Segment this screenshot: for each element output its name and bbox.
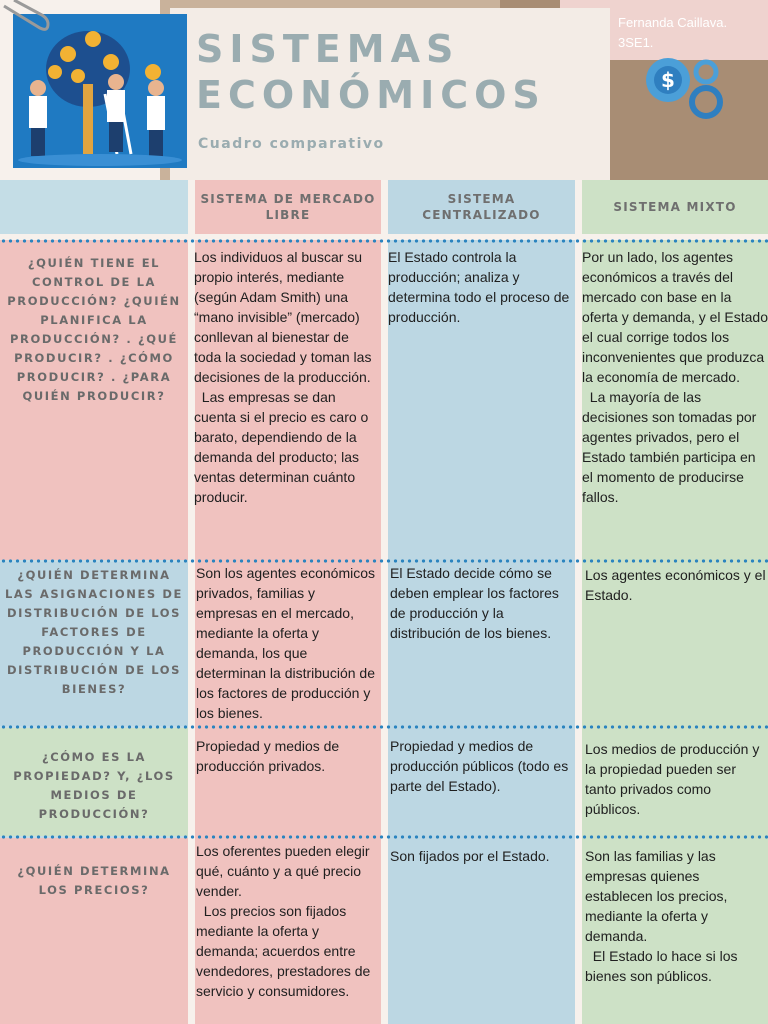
question-prices: ¿QUIÉN DETERMINA LOS PRECIOS? [17, 864, 171, 897]
gears-dollar-icon [638, 54, 728, 124]
cell-central-control: El Estado controla la producción; analiza y determina todo el proceso de producción. [388, 249, 570, 325]
svg-text:$: $ [661, 68, 675, 92]
header-mixed: SISTEMA MIXTO [613, 200, 737, 214]
row-divider [0, 725, 768, 729]
cell-mixed-prices: Son las familias y las empresas quienes establecen los precios, mediante la oferta y demanda. El Estado lo hace si los bienes son públicos. [585, 848, 738, 984]
row-divider [0, 835, 768, 839]
question-distribution: ¿QUIÉN DETERMINA LAS ASIGNACIONES DE DISTRIBUCIÓN DE LOS FACTORES DE PRODUCCIÓN Y LA DISTRIBUCIÓN DE LOS BIENES? [4, 568, 183, 696]
question-property: ¿CÓMO ES LA PROPIEDAD? Y, ¿LOS MEDIOS DE PRODUCCIÓN? [13, 750, 175, 821]
cell-market-distribution: Son los agentes económicos privados, familias y empresas en el mercado, mediante la oferta y demanda, los que determinan la distribución de los factores de producción y los bienes. [196, 565, 375, 721]
cell-central-prices: Son fijados por el Estado. [390, 848, 550, 864]
cell-central-distribution: El Estado decide cómo se deben emplear los factores de producción y la distribución de los bienes. [390, 565, 559, 641]
row-divider [0, 239, 768, 243]
page-title: SISTEMAS ECONÓMICOS [196, 27, 546, 117]
header-central: SISTEMA CENTRALIZADO [422, 192, 541, 222]
cell-market-property: Propiedad y medios de producción privados. [196, 738, 340, 774]
cell-market-prices: Los oferentes pueden elegir qué, cuánto y a qué precio vender. Los precios son fijados mediante la oferta y demanda; acuerdos entre vendedores, prestadores de servicio y consumidores. [196, 843, 371, 999]
cell-central-property: Propiedad y medios de producción públicos (todo es parte del Estado). [390, 738, 569, 794]
question-control-production: ¿QUIÉN TIENE EL CONTROL DE LA PRODUCCIÓN? ¿QUIÉN PLANIFICA LA PRODUCCIÓN? . ¿QUÉ PRODUCIR? . ¿CÓMO PRODUCIR? . ¿PARA QUIÉN PRODUCIR? [7, 256, 181, 403]
row-divider [0, 559, 768, 563]
cell-market-control: Los individuos al buscar su propio interés, mediante (según Adam Smith) una “mano invisible” (mercado) conllevan al bienestar de toda la sociedad y toman las decisiones de la producción. Las empresas se dan cuenta si el precio es caro o barato, dependiendo de la demanda del producto; las ventas determinan cuánto producir. [194, 249, 372, 505]
money-tree-illustration [13, 14, 187, 168]
author-info: Fernanda Caillava. 3SE1. [618, 15, 728, 50]
paperclip-icon [0, 0, 52, 34]
cell-mixed-distribution: Los agentes económicos y el Estado. [585, 567, 766, 603]
header-market: SISTEMA DE MERCADO LIBRE [200, 192, 376, 222]
cell-mixed-control: Por un lado, los agentes económicos a través del mercado con base en la oferta y demanda, y el Estado el cual corrige todos los inconvenientes que produzca la economía de mercado. La mayoría de las decisiones son tomadas por agentes privados, pero el Estado también participa en el momento de producirse fallos. [582, 249, 768, 505]
page-subtitle: Cuadro comparativo [198, 136, 385, 152]
cell-mixed-property: Los medios de producción y la propiedad pueden ser tanto privados como públicos. [585, 741, 760, 817]
